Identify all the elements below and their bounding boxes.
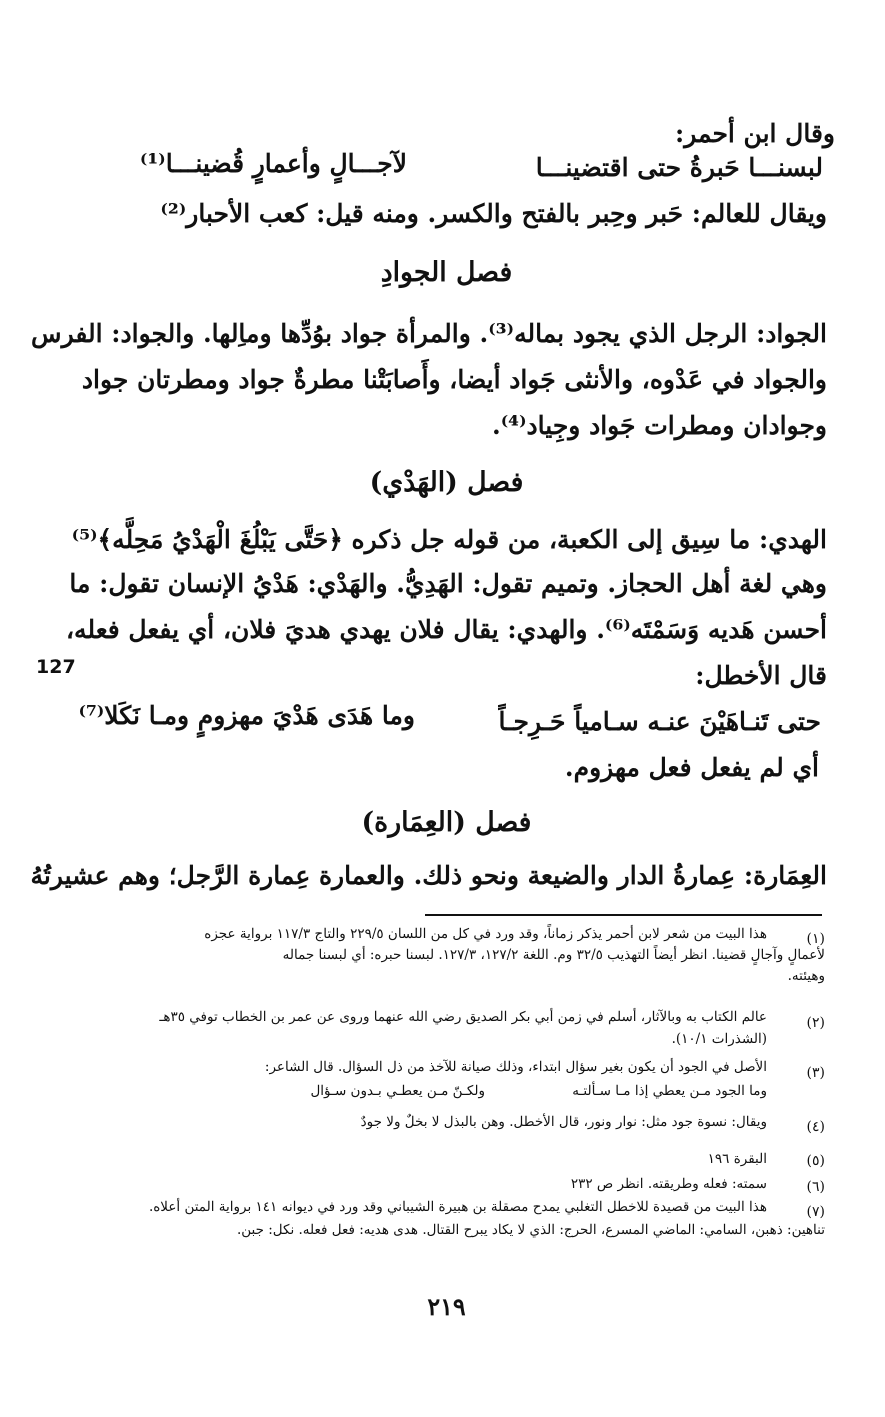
footnote-1-line-3: وهيئته. [787, 968, 825, 984]
footnote-number-6: (٦) [806, 1179, 825, 1195]
intro-line: وقال ابن أحمر: [674, 119, 835, 148]
footnote-2-line-2: (الشذرات ١٠/١). [671, 1031, 767, 1047]
footnote-1-line-2: لأعمالٍ وآجالٍ قضينا. انظر أيضاً التهذيب ٣٢/٥ وم. اللغة ١٢٧/٢، ١٢٧/٣. لبسنا حبره: أي لبسنا جماله [282, 947, 825, 963]
intro-verse-left: لآجـــالٍ وأعمارٍ قُضينـــا⁽¹⁾ [139, 149, 407, 178]
margin-number: 127 [36, 656, 76, 678]
footnote-number-1: (١) [806, 931, 825, 947]
section-heading-jawad: فصل الجوادِ [380, 257, 513, 288]
footnote-1-line-1: هذا البيت من شعر لابن أحمر يذكر زماناً، وقد ورد في كل من اللسان ٢٢٩/٥ والتاج ١١٧/٣ برواية عجزه [204, 926, 767, 942]
footnote-7-line-1: هذا البيت من قصيدة للاخطل التغلبي يمدح مصقلة بن هبيرة الشيباني وقد ورد في ديوانه ١٤١ برواية المتن أعلاه. [148, 1199, 767, 1215]
footnote-3-verse-left: ولكـنّ مـن يعطـي بـدون سـؤال [310, 1083, 485, 1099]
section-hady-line-1: الهدي: ما سِيق إلى الكعبة، من قوله جل ذكره ﴿حَتَّى يَبْلُغَ الْهَدْيُ مَحِلَّه﴾⁽⁵⁾ [71, 525, 827, 554]
section-hady-verse-right: حتى تَنـاهَيْنَ عنـه سـامياً حَـرِجـاً [498, 707, 821, 736]
section-heading-hady: فصل (الهَدْي) [369, 467, 524, 498]
section-heading-imara: فصل (العِمَارة) [361, 807, 532, 838]
footnote-2-line-1: عالم الكتاب به وبالآثار، أسلم في زمن أبي بكر الصديق رضي الله عنهما وروى عن عمر بن الخطاب توفي ٣٥هـ [159, 1009, 767, 1025]
section-hady-verse-left: وما هَدَى هَدْيَ مهزومٍ ومـا نَكَلا⁽⁷⁾ [78, 701, 415, 730]
section-hady-line-3: أحسن هَديه وَسَمْتَه⁽⁶⁾. والهدي: يقال فلان يهدي هديَ فلان، أي يفعل فعله، [65, 615, 827, 644]
section-hady-line-4: قال الأخطل: [695, 661, 827, 690]
intro-line-2: ويقال للعالم: حَبر وحِبر بالفتح والكسر. ومنه قيل: كعب الأحبار⁽²⁾ [160, 199, 827, 228]
section-hady-line-2: وهي لغة أهل الحجاز. وتميم تقول: الهَدِيُّ. والهَدْي: هَدْيُ الإنسان تقول: ما [69, 569, 827, 598]
section-jawad-line-3: وجوادان ومطرات جَواد وجِياد⁽⁴⁾. [491, 411, 827, 440]
footnote-number-4: (٤) [806, 1119, 825, 1135]
footnote-6-line-1: سمته: فعله وطريقته. انظر ص ٢٣٢ [570, 1176, 767, 1192]
footnote-4-line-1: ويقال: نسوة جود مثل: نوار ونور، قال الأخطل. وهن بالبذل لا بخلٌ ولا جودٌ [360, 1114, 767, 1130]
footnote-5-line-1: البقرة ١٩٦ [707, 1151, 767, 1167]
footnote-divider [425, 914, 822, 916]
footnote-number-7: (٧) [806, 1204, 825, 1220]
section-jawad-line-2: والجواد في عَدْوه، والأنثى جَواد أيضا، وأَصابَتْنا مطرةٌ جواد ومطرتان جواد [81, 365, 827, 394]
footnote-number-5: (٥) [806, 1153, 825, 1169]
footnote-3-verse-right: وما الجود مـن يعطي إذا مـا سـألتـه [572, 1083, 767, 1099]
footnote-7-line-2: تناهين: ذهبن، السامي: الماضي المسرع، الحرج: الذي لا يكاد يبرح القتال. هدى هديه: فعل فعله. نكل: جبن. [236, 1222, 825, 1238]
footnote-number-3: (٣) [806, 1065, 825, 1081]
section-imara-line-1: العِمَارة: عِمارةُ الدار والضيعة ونحو ذلك. والعمارة عِمارة الرَّجل؛ وهم عشيرتُهُ [30, 861, 827, 890]
footnote-number-2: (٢) [806, 1015, 825, 1031]
footnote-3-line-1: الأصل في الجود أن يكون بغير سؤال ابتداء، وذلك صيانة للآخذ من ذل السؤال. قال الشاعر: [264, 1059, 767, 1075]
section-hady-after: أي لم يفعل فعل مهزوم. [564, 753, 819, 782]
page-number: ٢١٩ [427, 1292, 466, 1321]
section-jawad-line-1: الجواد: الرجل الذي يجود بماله⁽³⁾. والمرأة جواد بوُدِّها وماِلها. والجواد: الفرس [31, 319, 827, 348]
intro-verse-right: لبسنـــا حَبرةُ حتى اقتضينـــا [535, 153, 823, 182]
